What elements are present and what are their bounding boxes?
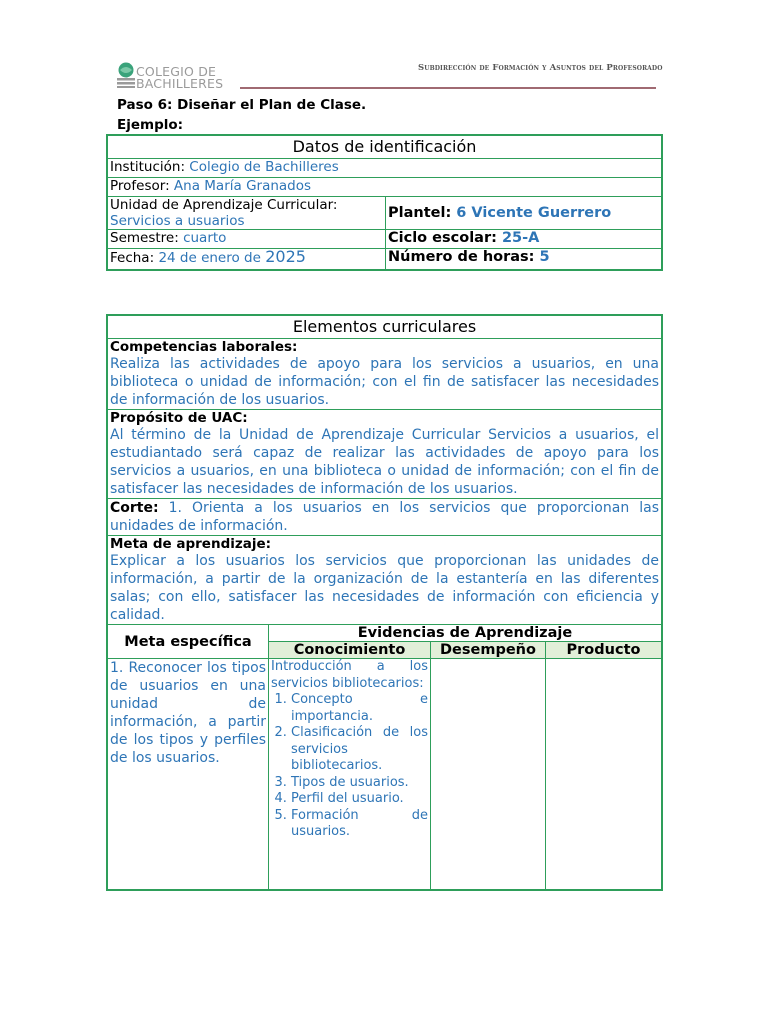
corte-text: 1. Orienta a los usuarios en los servicios que proporcionan las unidades de información. [110,500,659,534]
list-item: 1. Concepto e importancia. [291,692,428,725]
proposito-cell [108,410,662,499]
semestre-value: cuarto [183,230,227,246]
plantel-label: Plantel: [388,205,457,221]
meta-aprendizaje-text: Explicar a los usuarios los servicios que proporcionan las unidades de información, a partir de la organización de la estantería en las diferentes salas; con ello, satisfacer las necesidades de información con eficiencia y calidad. [110,553,659,623]
list-item: 5. Formación de usuarios. [291,808,428,841]
profesor-value: Ana María Granados [173,178,312,194]
ciclo-label: Ciclo escolar: [388,230,502,246]
fecha-cell [108,249,386,270]
meta-aprendizaje-label: Meta de aprendizaje: [110,536,272,552]
fecha-year: 2025 [265,247,306,266]
ciclo-cell [386,230,662,249]
semestre-label: Semestre: [110,230,184,246]
subdireccion-title: Subdirección de Formación y Asuntos del Profesorado [418,63,663,73]
meta-especifica-text: 1. Reconocer los tipos de usuarios en una unidad de información, a partir de los tipos y perfiles de los usuarios. [108,659,269,890]
profesor-row [108,178,662,197]
horas-value: 5 [539,249,550,265]
proposito-text: Al término de la Unidad de Aprendizaje Curricular Servicios a usuarios, el estudiantado será capaz de realizar las actividades de apoyo para los servicios a usuarios, en una biblioteca o unidad de información; con el fin de satisfacer las necesidades de información de los usuarios. [110,427,659,497]
corte-cell [108,499,662,536]
elementos-title: Elementos curriculares [108,316,662,339]
uac-value: Servicios a usuarios [110,213,245,229]
institucion-label: Institución: [110,159,190,175]
meta-especifica-header: Meta específica [108,625,269,659]
paso-title: Paso 6: Diseñar el Plan de Clase. [117,97,367,113]
uac-cell [108,197,386,230]
meta-aprendizaje-cell [108,536,662,625]
semestre-cell [108,230,386,249]
institucion-row [108,159,662,178]
competencias-text: Realiza las actividades de apoyo para los servicios a usuarios, en una biblioteca o unidad de información; con el fin de satisfacer las necesidades de información de los usuarios. [110,356,659,408]
list-item: 4. Perfil del usuario. [291,791,428,808]
conocimiento-list [271,692,428,841]
competencias-label: Competencias laborales: [110,339,298,355]
desempeno-cell [431,659,546,890]
conocimiento-header: Conocimiento [269,642,431,659]
logo-text [136,66,223,90]
conocimiento-intro: Introducción a los servicios bibliotecarios: [271,659,428,691]
producto-header: Producto [546,642,662,659]
proposito-label: Propósito de UAC: [110,410,248,426]
producto-cell [546,659,662,890]
competencias-cell [108,339,662,410]
logo-line1: COLEGIO DE [136,64,217,79]
datos-identificacion-table [107,135,662,270]
colegio-logo-icon [116,62,136,88]
horas-cell [386,249,662,270]
corte-label: Corte: [110,500,159,516]
colegio-logo [114,60,244,94]
ciclo-value: 25-A [501,230,540,246]
list-item: 2. Clasificación de los servicios bibliotecarios. [291,725,428,775]
elementos-curriculares-table [107,315,662,890]
list-item: 3. Tipos de usuarios. [291,775,428,792]
plantel-value: 6 Vicente Guerrero [456,205,612,221]
conocimiento-cell [269,659,431,890]
datos-title: Datos de identificación [108,136,662,159]
desempeno-header: Desempeño [431,642,546,659]
plantel-cell [386,197,662,230]
header-divider [240,87,656,89]
uac-label: Unidad de Aprendizaje Curricular: [110,197,338,213]
institucion-value: Colegio de Bachilleres [189,159,339,175]
logo-line2: BACHILLERES [136,76,224,91]
profesor-label: Profesor: [110,178,174,194]
evidencias-header: Evidencias de Aprendizaje [269,625,662,642]
horas-label: Número de horas: [388,249,540,265]
ejemplo-label: Ejemplo: [117,117,184,133]
fecha-label: Fecha: [110,250,159,266]
fecha-value: 24 de enero de [158,250,266,266]
